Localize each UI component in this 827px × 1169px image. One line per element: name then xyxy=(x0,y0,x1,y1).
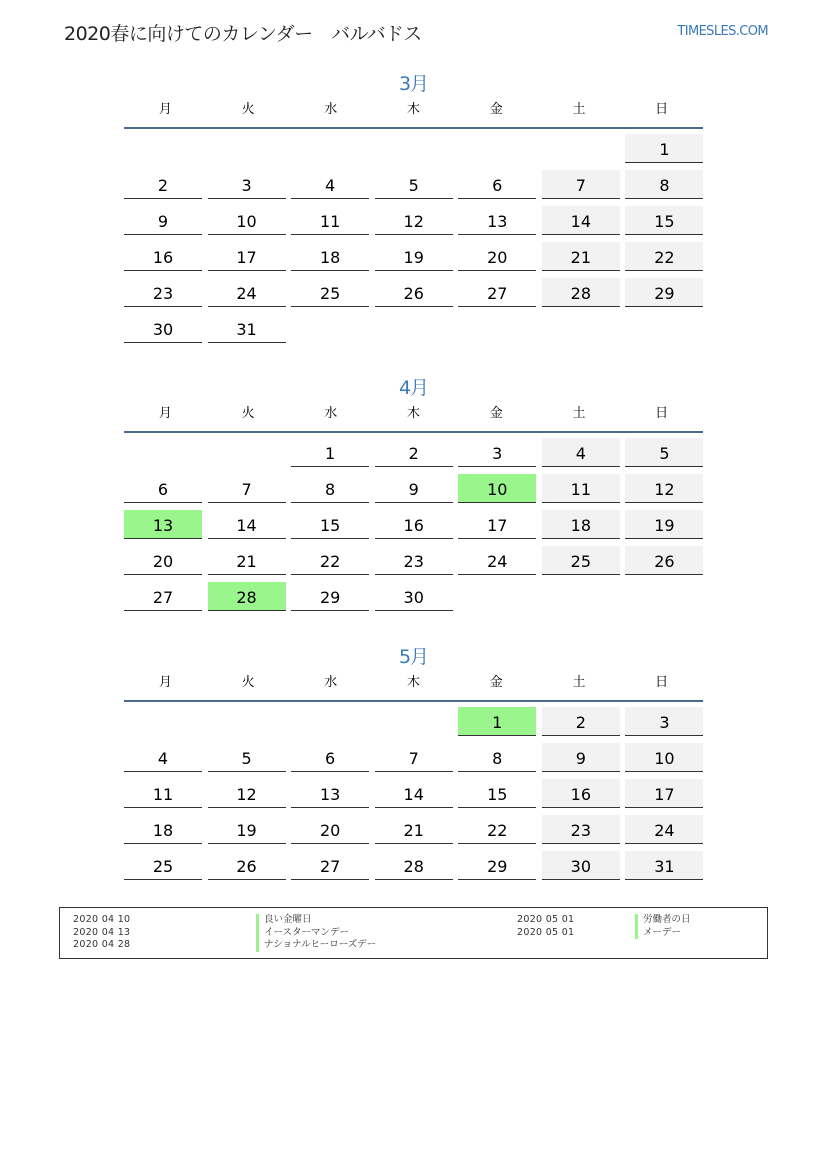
legend-date: 2020 04 10 xyxy=(73,914,131,925)
day-cell: 30 xyxy=(542,851,620,880)
day-cell: 1 xyxy=(625,134,703,163)
day-cell: 8 xyxy=(458,743,536,772)
day-cell: 9 xyxy=(542,743,620,772)
day-cell: 28 xyxy=(375,851,453,880)
weekday-label: 火 xyxy=(241,406,255,421)
month-march xyxy=(124,69,703,339)
day-cell: 4 xyxy=(542,438,620,467)
weekday-label: 土 xyxy=(572,675,586,690)
day-cell: 21 xyxy=(208,546,286,575)
day-cell: 3 xyxy=(458,438,536,467)
day-cell: 7 xyxy=(375,743,453,772)
day-cell: 7 xyxy=(208,474,286,503)
weekday-label: 月 xyxy=(158,406,172,421)
day-cell: 22 xyxy=(625,242,703,271)
day-cell: 27 xyxy=(124,582,202,611)
day-cell: 17 xyxy=(208,242,286,271)
day-cell: 23 xyxy=(542,815,620,844)
day-cell: 27 xyxy=(458,278,536,307)
day-cell: 29 xyxy=(458,851,536,880)
weekday-header xyxy=(124,99,703,129)
legend-date: 2020 04 28 xyxy=(73,939,131,950)
weekday-label: 木 xyxy=(407,406,421,421)
legend-holiday-name: 労働者の日 xyxy=(635,914,691,927)
day-cell: 29 xyxy=(625,278,703,307)
day-cell: 30 xyxy=(124,314,202,343)
weekday-header xyxy=(124,403,703,433)
legend-left-names xyxy=(256,914,376,952)
day-cell: 24 xyxy=(458,546,536,575)
day-cell: 7 xyxy=(542,170,620,199)
weekday-label: 火 xyxy=(241,102,255,117)
legend-holiday-name: メーデー xyxy=(635,927,691,940)
holiday-legend xyxy=(59,907,768,959)
legend-right-dates xyxy=(517,914,574,939)
day-cell: 31 xyxy=(208,314,286,343)
day-cell: 16 xyxy=(375,510,453,539)
month-title: 3月 xyxy=(398,73,429,95)
weekday-label: 土 xyxy=(572,406,586,421)
weekday-label: 水 xyxy=(324,102,338,117)
weekday-label: 日 xyxy=(655,675,669,690)
day-cell: 19 xyxy=(208,815,286,844)
weekday-header xyxy=(124,672,703,702)
day-cell: 10 xyxy=(208,206,286,235)
day-cell: 31 xyxy=(625,851,703,880)
weekday-label: 金 xyxy=(489,406,503,421)
day-cell: 13 xyxy=(458,206,536,235)
weekday-label: 木 xyxy=(407,675,421,690)
day-cell: 18 xyxy=(542,510,620,539)
site-link[interactable]: TIMESLES.COM xyxy=(677,24,768,39)
holiday-day-cell: 1 xyxy=(458,707,536,736)
legend-right-names xyxy=(635,914,691,939)
day-cell: 15 xyxy=(625,206,703,235)
day-cell: 27 xyxy=(291,851,369,880)
day-cell: 19 xyxy=(375,242,453,271)
day-cell: 29 xyxy=(291,582,369,611)
day-cell: 14 xyxy=(542,206,620,235)
day-cell: 4 xyxy=(291,170,369,199)
day-cell: 16 xyxy=(542,779,620,808)
day-cell: 5 xyxy=(375,170,453,199)
weekday-label: 水 xyxy=(324,675,338,690)
day-cell: 8 xyxy=(625,170,703,199)
day-cell: 22 xyxy=(458,815,536,844)
weekday-label: 土 xyxy=(572,102,586,117)
day-cell: 23 xyxy=(375,546,453,575)
weekday-label: 木 xyxy=(407,102,421,117)
weekday-label: 日 xyxy=(655,406,669,421)
weekday-label: 月 xyxy=(158,102,172,117)
day-cell: 2 xyxy=(542,707,620,736)
day-cell: 20 xyxy=(291,815,369,844)
day-cell: 28 xyxy=(542,278,620,307)
holiday-day-cell: 10 xyxy=(458,474,536,503)
day-cell: 14 xyxy=(375,779,453,808)
day-cell: 24 xyxy=(625,815,703,844)
day-cell: 24 xyxy=(208,278,286,307)
day-cell: 9 xyxy=(124,206,202,235)
month-title: 5月 xyxy=(398,646,429,668)
day-cell: 18 xyxy=(291,242,369,271)
day-cell: 25 xyxy=(291,278,369,307)
holiday-day-cell: 28 xyxy=(208,582,286,611)
day-cell: 3 xyxy=(625,707,703,736)
day-cell: 4 xyxy=(124,743,202,772)
day-cell: 11 xyxy=(542,474,620,503)
legend-date: 2020 04 13 xyxy=(73,926,131,938)
month-may xyxy=(124,642,703,876)
weekday-label: 日 xyxy=(655,102,669,117)
legend-left-dates xyxy=(73,914,130,952)
day-cell: 25 xyxy=(542,546,620,575)
weekday-label: 金 xyxy=(489,102,503,117)
month-title: 4月 xyxy=(398,377,429,399)
weekday-label: 月 xyxy=(158,675,172,690)
day-cell: 6 xyxy=(291,743,369,772)
day-cell: 25 xyxy=(124,851,202,880)
day-cell: 21 xyxy=(375,815,453,844)
day-cell: 30 xyxy=(375,582,453,611)
legend-holiday-name: イースターマンデー xyxy=(256,927,376,940)
day-cell: 17 xyxy=(625,779,703,808)
day-cell: 13 xyxy=(291,779,369,808)
day-cell: 8 xyxy=(291,474,369,503)
day-cell: 11 xyxy=(124,779,202,808)
day-cell: 9 xyxy=(375,474,453,503)
day-cell: 26 xyxy=(625,546,703,575)
day-cell: 20 xyxy=(458,242,536,271)
day-cell: 12 xyxy=(208,779,286,808)
month-april xyxy=(124,373,703,607)
day-cell: 5 xyxy=(208,743,286,772)
day-cell: 15 xyxy=(291,510,369,539)
day-cell: 6 xyxy=(124,474,202,503)
page-title: 2020春に向けてのカレンダー バルバドス xyxy=(64,23,422,45)
holiday-day-cell: 13 xyxy=(124,510,202,539)
day-cell: 10 xyxy=(625,743,703,772)
legend-holiday-name: ナショナルヒーローズデー xyxy=(256,939,376,952)
day-cell: 11 xyxy=(291,206,369,235)
day-cell: 22 xyxy=(291,546,369,575)
day-cell: 19 xyxy=(625,510,703,539)
day-cell: 5 xyxy=(625,438,703,467)
day-cell: 14 xyxy=(208,510,286,539)
day-cell: 16 xyxy=(124,242,202,271)
day-cell: 26 xyxy=(375,278,453,307)
day-cell: 23 xyxy=(124,278,202,307)
weekday-label: 金 xyxy=(489,675,503,690)
legend-holiday-name: 良い金曜日 xyxy=(256,914,376,927)
day-cell: 2 xyxy=(124,170,202,199)
legend-date: 2020 05 01 xyxy=(517,926,575,938)
day-cell: 6 xyxy=(458,170,536,199)
day-cell: 12 xyxy=(625,474,703,503)
day-cell: 15 xyxy=(458,779,536,808)
day-cell: 18 xyxy=(124,815,202,844)
day-cell: 1 xyxy=(291,438,369,467)
day-cell: 26 xyxy=(208,851,286,880)
weekday-label: 火 xyxy=(241,675,255,690)
day-cell: 12 xyxy=(375,206,453,235)
weekday-label: 水 xyxy=(324,406,338,421)
day-cell: 3 xyxy=(208,170,286,199)
day-cell: 17 xyxy=(458,510,536,539)
day-cell: 21 xyxy=(542,242,620,271)
day-cell: 20 xyxy=(124,546,202,575)
day-cell: 2 xyxy=(375,438,453,467)
legend-date: 2020 05 01 xyxy=(517,914,575,925)
